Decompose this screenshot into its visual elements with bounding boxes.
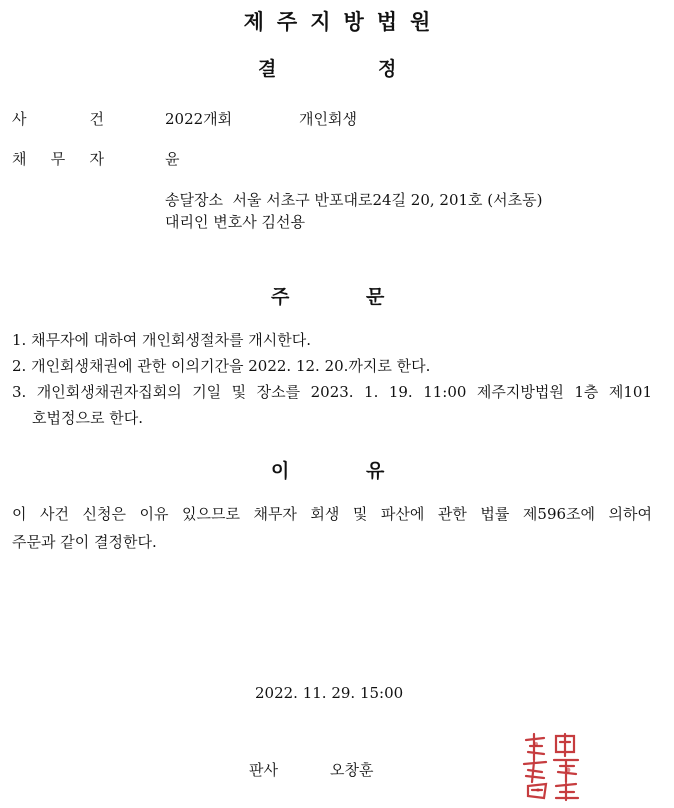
order-heading-char-1: 주 bbox=[271, 286, 290, 308]
case-type: 개인회생 bbox=[299, 110, 357, 128]
case-number: 2022개회 bbox=[165, 110, 233, 128]
reason-heading-char-2: 유 bbox=[366, 460, 385, 482]
reason-line-2: 주문과 같이 결정한다. bbox=[12, 533, 157, 551]
order-item-3-cont: 호법정으로 한다. bbox=[32, 409, 143, 427]
judge-name: 오창훈 bbox=[330, 761, 374, 779]
debtor-agent: 대리인 변호사 김선용 bbox=[165, 213, 305, 231]
order-item-2: 2. 개인회생채권에 관한 이의기간을 2022. 12. 20.까지로 한다. bbox=[12, 357, 431, 375]
court-name: 제주지방법원 bbox=[243, 10, 444, 34]
debtor-label bbox=[12, 148, 104, 169]
doc-title-char-2: 정 bbox=[378, 58, 397, 80]
debtor-label-char: 자 bbox=[89, 150, 104, 168]
order-item-3: 3. 개인회생채권자집회의 기일 및 장소를 2023. 1. 19. 11:00 제주지방법원 1층 제101 bbox=[12, 383, 652, 401]
reason-heading-char-1: 이 bbox=[271, 460, 290, 482]
case-label bbox=[12, 108, 104, 129]
case-label-char: 사 bbox=[12, 110, 27, 128]
reason-line-1: 이 사건 신청은 이유 있으므로 채무자 회생 및 파산에 관한 법률 제596조에 의하여 bbox=[12, 505, 652, 523]
debtor-label-char: 채 bbox=[12, 150, 27, 168]
order-item-1: 1. 채무자에 대하여 개인회생절차를 개시한다. bbox=[12, 331, 311, 349]
doc-title-char-1: 결 bbox=[258, 58, 277, 80]
order-heading-char-2: 문 bbox=[366, 286, 385, 308]
case-label-char: 건 bbox=[89, 110, 104, 128]
seal-graphic bbox=[516, 726, 588, 804]
debtor-name: 윤 bbox=[165, 150, 180, 168]
debtor-address: 송달장소 서울 서초구 반포대로24길 20, 201호 (서초동) bbox=[165, 191, 543, 209]
judge-title: 판사 bbox=[249, 761, 278, 779]
debtor-label-char: 무 bbox=[50, 150, 66, 168]
decision-datetime: 2022. 11. 29. 15:00 bbox=[255, 684, 404, 702]
court-seal-stamp bbox=[516, 726, 588, 804]
